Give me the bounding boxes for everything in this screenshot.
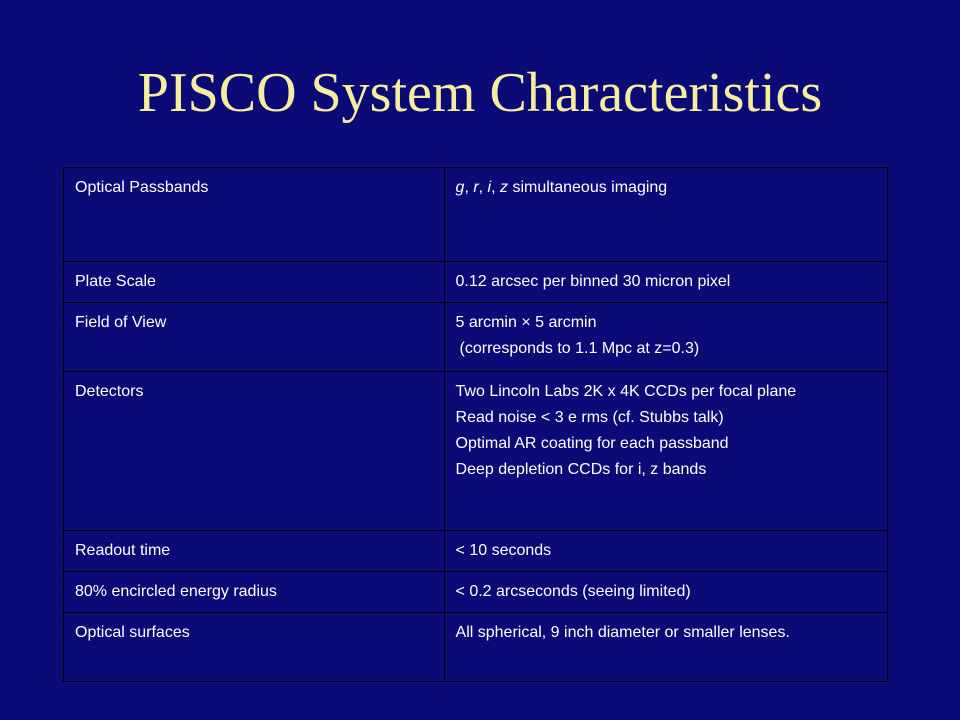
row-label: Optical Passbands [64,168,445,262]
table-row [64,262,888,303]
band-r: r [473,179,479,196]
value-line: 0.12 arcsec per binned 30 micron pixel [455,273,731,290]
table-row [64,303,888,372]
row-label: Plate Scale [64,262,445,303]
separator: , [491,179,500,196]
band-i: i [487,179,492,196]
row-label: 80% encircled energy radius [64,572,445,613]
table-row [64,168,888,262]
separator: , [464,179,474,196]
row-label: Field of View [64,303,445,372]
row-value [444,372,887,531]
value-line: 5 arcmin × 5 arcmin [455,314,597,331]
band-g: g [455,179,465,196]
value-line [456,175,876,201]
row-value [444,613,887,682]
value-line: Two Lincoln Labs 2K x 4K CCDs per focal plane [455,383,797,400]
slide-title: PISCO System Characteristics [137,62,823,124]
value-line: All spherical, 9 inch diameter or smaller lenses. [455,624,790,641]
value-text: simultaneous imaging [508,179,668,196]
table-row [64,613,888,682]
value-line: < 10 seconds [455,542,552,559]
row-value [444,572,887,613]
row-value [444,531,887,572]
row-value [444,303,887,372]
value-line: Optimal AR coating for each passband [455,435,729,452]
row-value [444,168,887,262]
table-row [64,372,888,531]
table-row [64,531,888,572]
row-label: Optical surfaces [64,613,445,682]
value-line: Read noise < 3 e rms (cf. Stubbs talk) [455,409,724,426]
specs-table [63,167,888,682]
value-line: < 0.2 arcseconds (seeing limited) [455,583,691,600]
band-z: z [500,179,508,196]
row-value [444,262,887,303]
separator: , [478,179,488,196]
row-label: Readout time [64,531,445,572]
row-label: Detectors [64,372,445,531]
value-line: (corresponds to 1.1 Mpc at z=0.3) [459,340,700,357]
value-line: Deep depletion CCDs for i, z bands [455,461,707,478]
table-row [64,572,888,613]
